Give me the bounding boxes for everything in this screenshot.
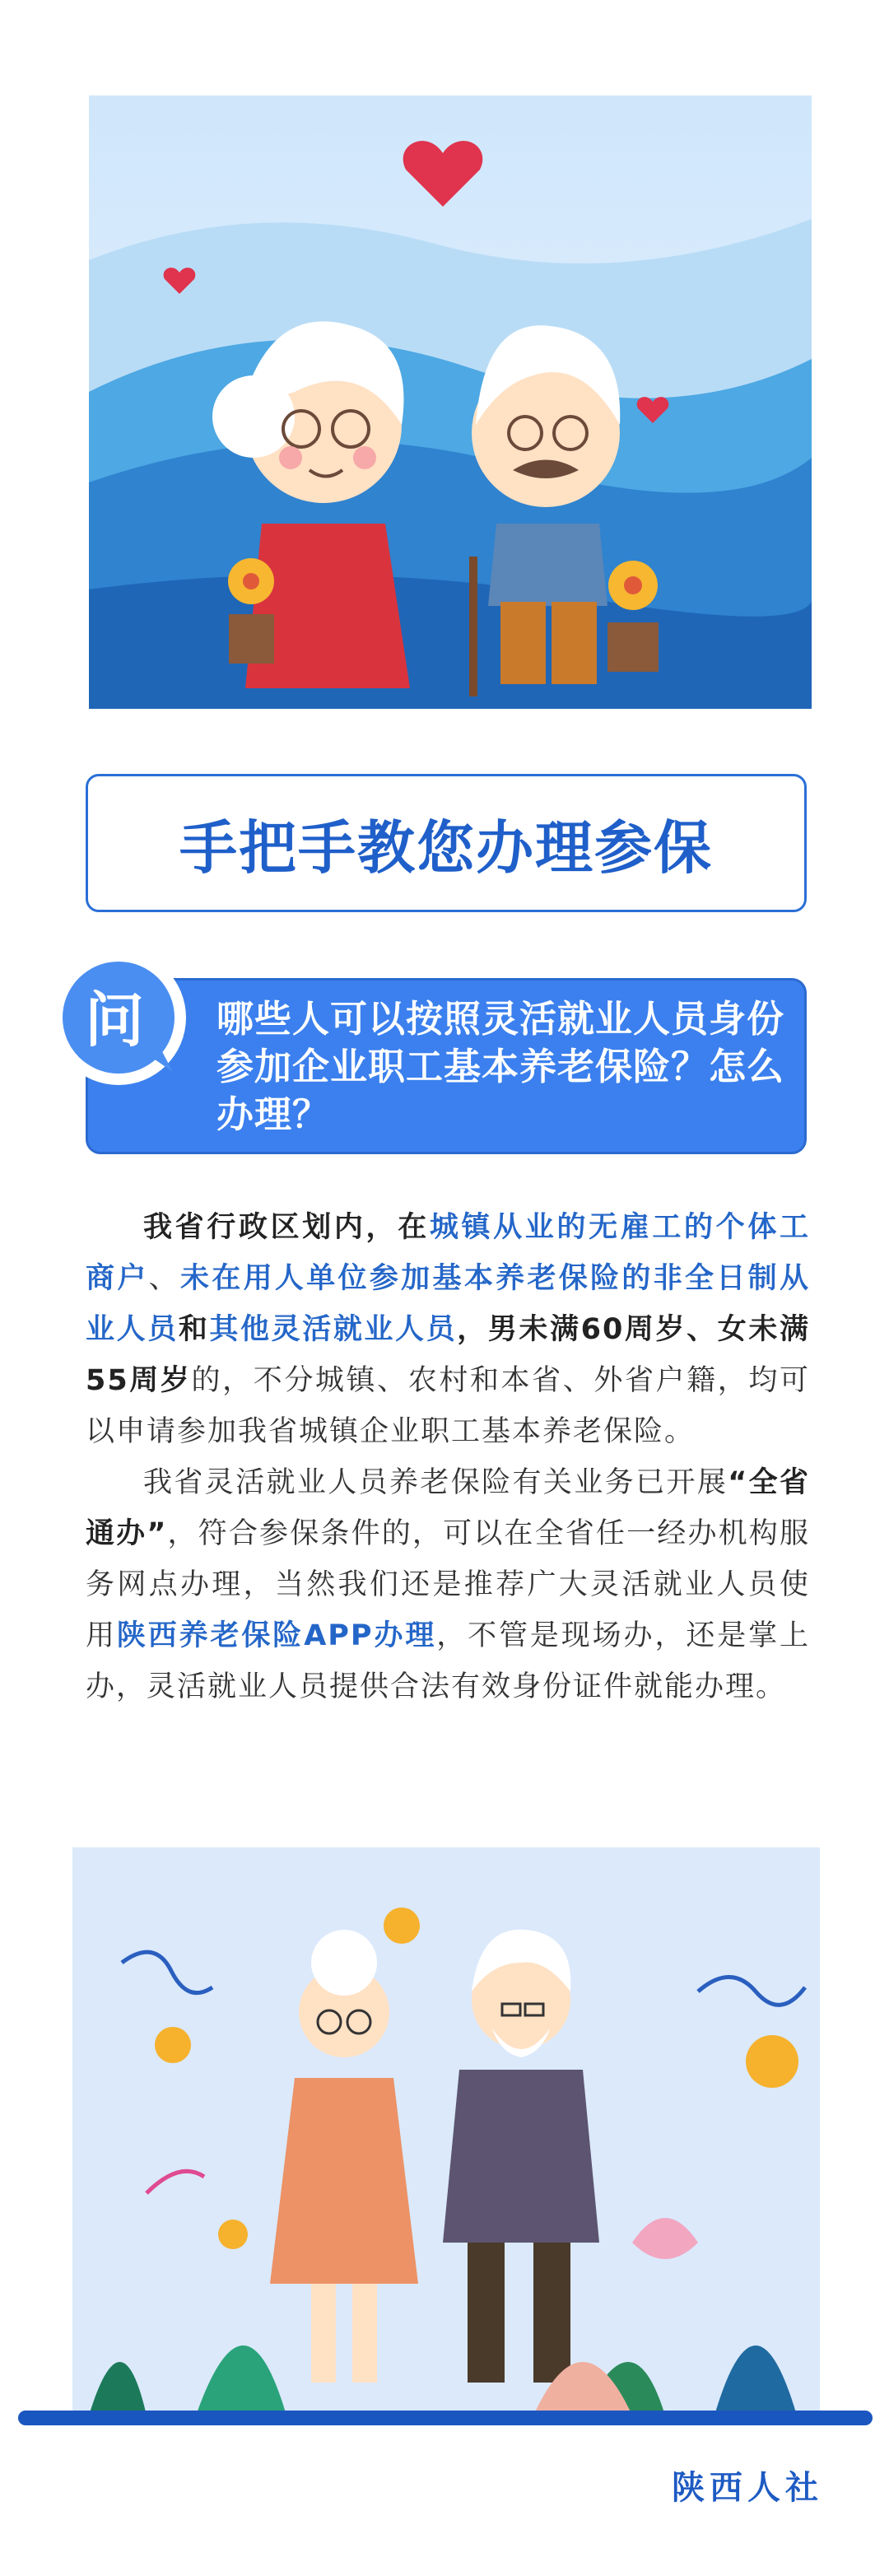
p1-highlight-1: 城镇从业的无雇工的个体工商户 [86, 1211, 810, 1295]
p1-bold-2: 未满55周岁 [86, 1313, 810, 1397]
paragraph-1 [86, 1202, 810, 1457]
question-text: 哪些人可以按照灵活就业人员身份参加企业职工基本养老保险？怎么办理？ [216, 997, 785, 1136]
elderly-couple-illustration [89, 95, 812, 709]
divider-bar [18, 2411, 873, 2425]
page-title: 手把手教您办理参保 [179, 813, 713, 882]
p1-text-5: 、女 [687, 1313, 749, 1346]
p1-text-1: 我省行政区划内，在 [143, 1211, 430, 1244]
question-badge-label: 问 [84, 985, 144, 1055]
p2-highlight-1: 陕西养老保险APP办理 [116, 1619, 437, 1652]
p2-text-1: 我省灵活就业人员养老保险有关业务已开展 [143, 1466, 728, 1499]
footer-brand: 陕西人社 [672, 2469, 823, 2507]
p1-text-6: 的，不分城镇、农村和本省、外省户籍，均可以申请参加我省城镇企业职工基本养老保险。 [86, 1364, 810, 1448]
p2-text-2: ，符合参保条件的，可以在全省任一经办机构服务网点办理，当然我们还是推荐广大灵活就业人员使用 [86, 1517, 810, 1652]
page-title-box [86, 774, 807, 912]
p2-text-3: ，不管是现场办，还是掌上办，灵活就业人员提供合法有效身份证件就能办理。 [86, 1619, 810, 1703]
p1-text-4: ，男 [457, 1313, 519, 1346]
p1-bold-1: 未满60周岁 [519, 1313, 687, 1346]
p2-bold-1: “全省通办” [86, 1466, 810, 1550]
p1-text-2: 、 [148, 1262, 180, 1295]
p1-highlight-3: 其他灵活就业人员 [209, 1313, 458, 1346]
question-badge [49, 948, 196, 1095]
elderly-couple-walking-illustration [72, 1847, 820, 2415]
p1-text-3: 和 [178, 1313, 210, 1346]
paragraph-2 [86, 1457, 810, 1712]
body-text [86, 1202, 810, 1712]
p1-highlight-2: 未在用人单位参加基本养老保险的非全日制从业人员 [86, 1262, 810, 1346]
